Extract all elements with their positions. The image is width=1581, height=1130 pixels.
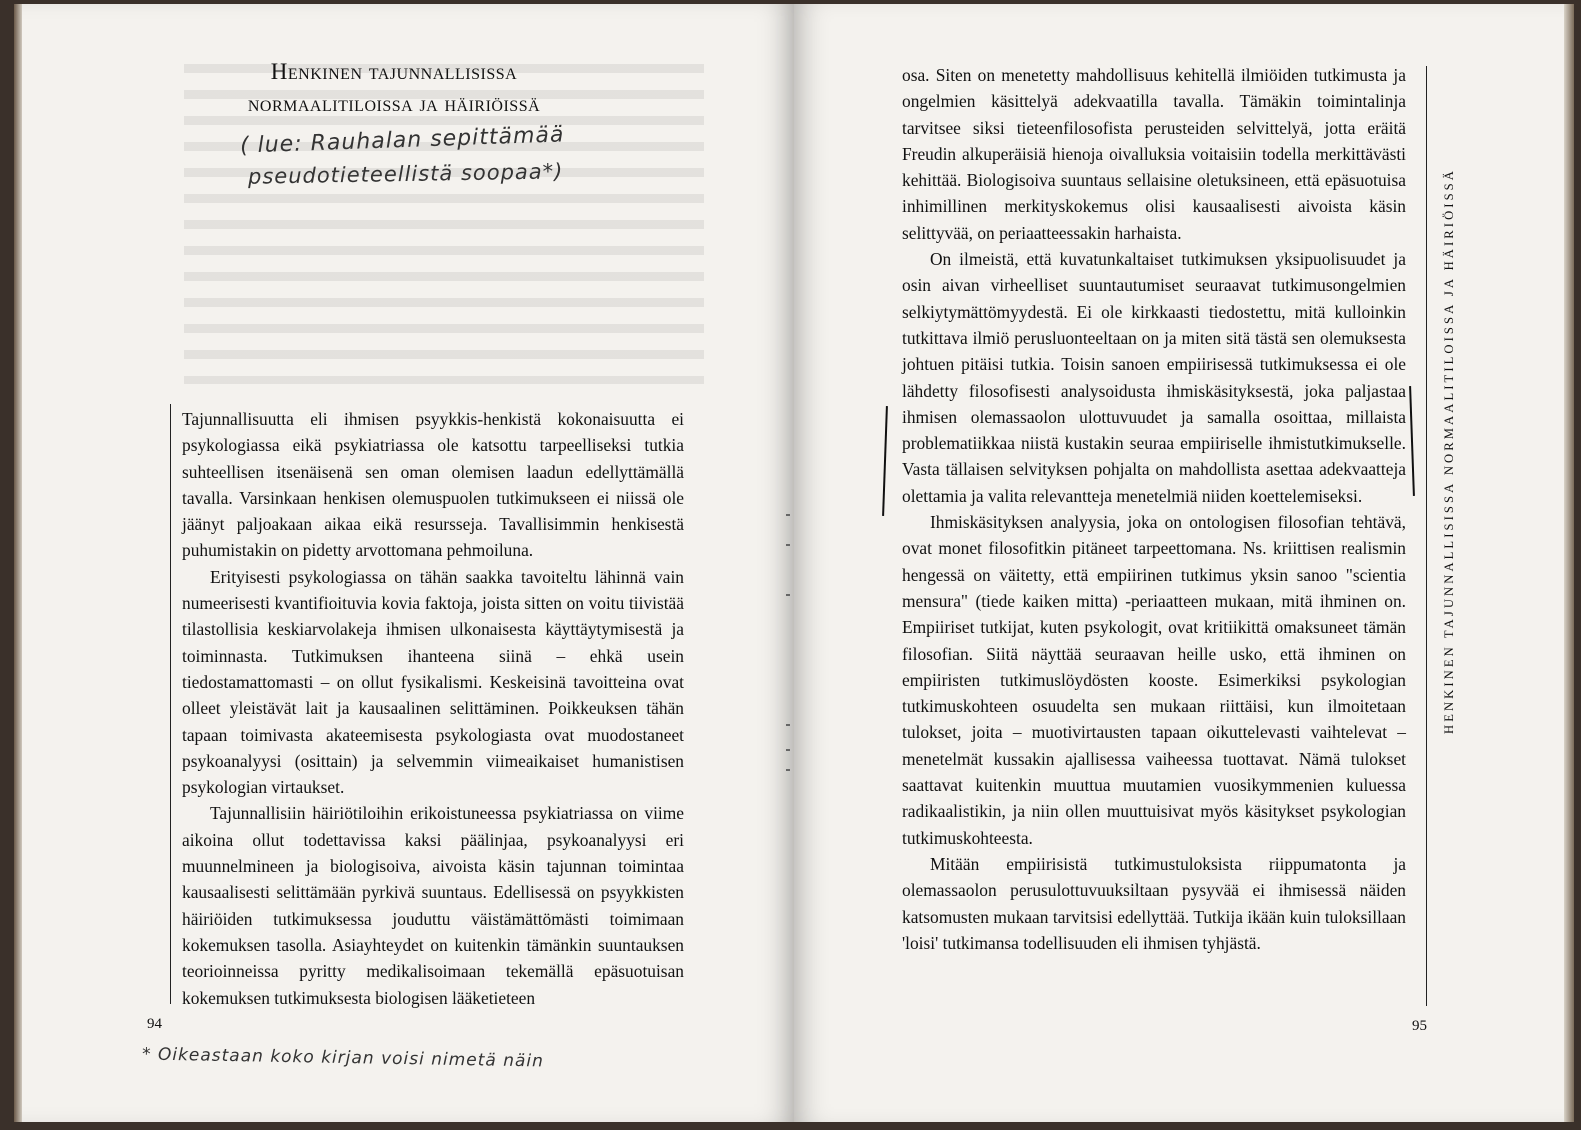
binding-stitch xyxy=(786,769,790,771)
handwritten-footnote: * Oikeastaan koko kirjan voisi nimetä näin xyxy=(141,1044,545,1072)
chapter-title xyxy=(174,56,614,120)
paragraph: Ihmiskäsityksen analyysia, joka on ontologisen filosofian tehtävä, ovat monet filosofitkin pitäneet tarpeettomana. Ns. kriittisen realismin hengessä on väitetty, että empiirinen tutkimus yksin sanoo "scientia mensura" (tiede kaiken mitta) -periaatteen mukaan, mitä ihminen on. Empiiriset tutkijat, kuten psykologit, ovat kritiikittä omaksuneet tämän filosofian. Siitä näyttää seuraavan heille usko, että ihminen on empiiristen tutkimuslöydösten kooste. Esimerkiksi psykologian tutkimuskohteen osuudelta sen mukaan riittäisi, kun ilmoitetaan tulokset, joita – muotivirtausten tapaan oikuttelevasti vaihtelevat – menetelmät kussakin ajallisessa vaiheessa tuottavat. Nämä tulokset saattavat kuitenkin muuttua muutamien vuosikymmenien kuluessa radikaalistikin, ja niin ollen muuttuisivat myös käsitykset psykologian tutkimuskohteesta. xyxy=(902,512,1406,848)
paragraph: On ilmeistä, että kuvatunkaltaiset tutkimuksen yksipuolisuudet ja osin aivan virheelliset suuntautumiset seuraavat tutkimusongelmien selkiytymättömyydestä. Ei ole kirkkaasti tiedostettu, mitä kulloinkin tutkittava ilmiö perusluonteeltaan on ja miten sitä tästä sen olemuksesta johtuen pitäisi tutkia. Toisin sanoen empiirisessä tutkimuksessa ei ole lähdetty filosofisesti analysoidusta ihmiskäsityksestä, joka paljastaa ihmisen olemassaolon ulottuvuudet ja samalla osoittaa, millaista problematiikkaa niistä kustakin seuraa empiiriselle ihmistutkimukselle. Vasta tällaisen selvityksen pohjalta on mahdollista asettaa adekvaatteja olettamia ja valita relevantteja menetelmiä niiden koettelemiseksi. xyxy=(902,249,1406,506)
margin-rule xyxy=(170,404,171,1004)
left-page xyxy=(14,4,794,1122)
binding-stitch xyxy=(786,544,790,546)
paragraph: Tajunnallisiin häiriötiloihin erikoistuneessa psykiatriassa on viime aikoina ollut todettavissa kaksi päälinjaa, psykoanalyysi eri muunnelmineen ja biologisoiva, aivoista käsin tajunnan toimintaa kausaalisesti selittämään pyrkivä suuntaus. Edellisessä on psyykkisten häiriöiden tutkimuksessa jouduttu väistämättömästi toimimaan kokemuksen tasolla. Asiayhteydet on kuitenkin tämänkin suuntauksen teorioinneissa pyritty medikalisoimaan tekemällä epäsuotuisan kokemuksen tutkimuksesta biologisen lääketieteen xyxy=(182,803,684,1008)
running-head: HENKINEN TAJUNNALLISISSA NORMAALITILOISSA JA HÄIRIÖISSÄ xyxy=(1442,168,1456,734)
handwritten-note-line-1: ( lue: Rauhalan sepittämää xyxy=(239,122,565,159)
binding-stitch xyxy=(786,724,790,726)
handwritten-note-line-2: pseudotieteellistä soopaa*) xyxy=(247,159,564,189)
paragraph: Erityisesti psykologiassa on tähän saakka tavoiteltu lähinnä vain numeerisesti kvantifioituvia kovia faktoja, joista sitten on voitu tiivistää tilastollisia keskiarvolakeja ihmisen ulkonaisesta käyttäytymisestä ja toiminnasta. Tutkimuksen ihanteena siinä – ehkä usein tiedostamattomasti – on ollut fysikalismi. Keskeisinä tavoitteina ovat olleet yleistävät lait ja kausaalinen selittäminen. Poikkeuksen tähän tapaan toimivasta akateemisesta psykologiasta ovat muodostaneet psykoanalyysi (osittain) ja selvemmin viimeaikaiset humanistisen psykologian virtaukset. xyxy=(182,566,684,798)
margin-pen-mark xyxy=(1409,386,1415,496)
binding-stitch xyxy=(786,594,790,596)
paragraph: osa. Siten on menetetty mahdollisuus kehitellä ilmiöiden tutkimusta ja ongelmien käsittelyä adekvaatilla tavalla. Tämäkin toimintalinja tarvitsee siksi tieteenfilosofista perusteiden selvittelyä, jotta eräitä Freudin alkuperäisiä hienoja oivalluksia voitaisiin todella merkittävästi kehittää. Biologisoiva suuntaus sellaisine oletuksineen, että epäsuotuisa inhimillinen merkityskokemus olisi kausaalisesti aivoista käsin selittyvää, on periaatteessakin harhaista. xyxy=(902,65,1406,243)
right-page xyxy=(794,4,1574,1122)
left-body-text xyxy=(182,406,684,1011)
binding-stitch xyxy=(786,514,790,516)
page-edge xyxy=(1564,4,1574,1122)
title-line-2: normaalitiloissa ja häiriöissä xyxy=(247,91,541,116)
page-edge xyxy=(14,4,22,1122)
page-number: 95 xyxy=(1412,1018,1427,1034)
right-body-text xyxy=(902,62,1406,956)
page-number: 94 xyxy=(147,1016,162,1032)
margin-pen-mark xyxy=(882,406,888,516)
paragraph: Mitään empiirisistä tutkimustuloksista riippumatonta ja olemassaolon perusulottuvuuksiltaan pysyvää ei ihmisessä näiden katsomusten mukaan tarvitsisi edellyttää. Tutkija ikään kuin tuloksillaan 'loisi' tutkimansa todellisuuden eli ihmisen tyhjästä. xyxy=(902,853,1406,953)
title-line-1: Henkinen tajunnallisissa xyxy=(270,59,518,84)
margin-rule xyxy=(1426,66,1427,1006)
paragraph: Tajunnallisuutta eli ihmisen psyykkis-henkistä kokonaisuutta ei psykologiassa eikä psykiatriassa ole katsottu tarpeelliseksi tutkia suhteellisen itsenäisenä sen oman olemisen laadun edellyttämällä tavalla. Varsinkaan henkisen olemuspuolen tutkimukseen ei niissä ole jäänyt paljoakaan aikaa eikä resursseja. Tavallisimmin henkisestä puhumistakin on pidetty arvottomana pehmoiluna. xyxy=(182,409,684,561)
book-spread xyxy=(14,4,1574,1124)
binding-stitch xyxy=(786,749,790,751)
